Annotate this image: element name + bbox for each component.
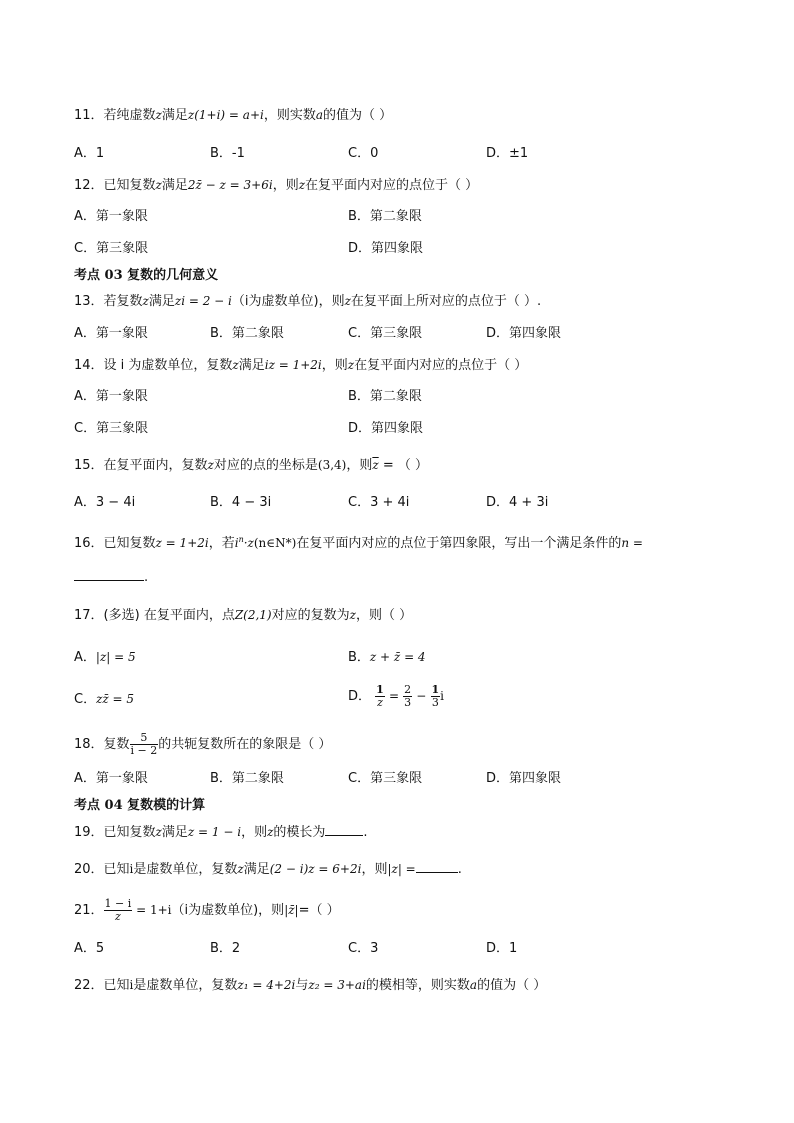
q11-option-b[interactable]: B．-1 (210, 146, 245, 161)
q14-option-c[interactable]: C．第三象限 (74, 421, 149, 436)
question-20: 20．已知i是虚数单位，复数z满足(2 − i)z = 6+2i，则|z| = . (74, 862, 462, 877)
question-19: 19．已知复数z满足z = 1 − i，则z的模长为 . (74, 825, 368, 840)
fraction-1-over-3: $\frac{1}{3}$ (431, 683, 440, 709)
q15-option-c[interactable]: C．3 + 4i (348, 495, 410, 510)
fraction-5-over-i-minus-2: $\frac{5}{i - 2}$ (130, 731, 158, 757)
q12-option-a[interactable]: A．第一象限 (74, 209, 148, 224)
section-heading-03: 考点 03 复数的几何意义 (74, 268, 219, 283)
q16-answer-blank[interactable]: . (74, 568, 148, 587)
q11-option-d[interactable]: D．±1 (486, 146, 529, 161)
q13-option-a[interactable]: A．第一象限 (74, 326, 148, 341)
q20-answer-blank[interactable] (416, 860, 458, 873)
q18-option-d[interactable]: D．第四象限 (486, 771, 562, 786)
question-21: 21． $\frac{1 - i}{z}$ = 1+i（i为虚数单位)，则|z̄|=（ ） (74, 897, 340, 923)
q12-option-d[interactable]: D．第四象限 (348, 241, 424, 256)
q17-option-d[interactable]: D． $\frac{1}{z}$ = $\frac{2}{3}$ − $\frac{1}{3}$ i (348, 683, 444, 709)
q15-option-b[interactable]: B．4 − 3i (210, 495, 272, 510)
question-12: 12．已知复数z满足2z̄ − z = 3+6i，则z在复平面内对应的点位于（ ） (74, 178, 479, 193)
fraction-1-over-z: $\frac{1}{z}$ (376, 683, 384, 709)
q13-option-d[interactable]: D．第四象限 (486, 326, 562, 341)
q18-option-b[interactable]: B．第二象限 (210, 771, 284, 786)
q21-option-a[interactable]: A．5 (74, 941, 105, 956)
q19-answer-blank[interactable] (325, 823, 363, 836)
question-16: 16．已知复数z = 1+2i，若$i^n\cdot z(n\in N*)$在复平面内对应的点位于第四象限，写出一个满足条件的n = (74, 535, 643, 551)
fraction-1-minus-i-over-z: $\frac{1 - i}{z}$ (104, 897, 132, 923)
q11-option-a[interactable]: A．1 (74, 146, 105, 161)
q12-option-b[interactable]: B．第二象限 (348, 209, 422, 224)
question-18: 18．复数 $\frac{5}{i - 2}$ 的共轭复数所在的象限是（ ） (74, 731, 332, 757)
fraction-2-over-3: $\frac{2}{3}$ (404, 683, 412, 709)
question-11: 11．若纯虚数z满足z(1+i) = a+i，则实数a的值为（ ） (74, 108, 393, 123)
question-22: 22．已知i是虚数单位，复数z₁ = 4+2i与z₂ = 3+ai的模相等，则实数a的值为（ ） (74, 978, 547, 993)
q13-option-b[interactable]: B．第二象限 (210, 326, 284, 341)
q14-option-a[interactable]: A．第一象限 (74, 389, 148, 404)
section-heading-04: 考点 04 复数模的计算 (74, 798, 206, 813)
q13-option-c[interactable]: C．第三象限 (348, 326, 423, 341)
question-13: 13．若复数z满足zi = 2 − i（i为虚数单位)，则z在复平面上所对应的点位于（ ）. (74, 294, 542, 309)
q15-option-a[interactable]: A．3 − 4i (74, 495, 136, 510)
q17-option-a[interactable]: A．|z| = 5 (74, 650, 136, 665)
q12-option-c[interactable]: C．第三象限 (74, 241, 149, 256)
question-15: 15．在复平面内，复数z对应的点的坐标是(3,4)，则$\overline{z}$ = （ ） (74, 458, 428, 473)
q21-option-d[interactable]: D．1 (486, 941, 518, 956)
q15-option-d[interactable]: D．4 + 3i (486, 495, 549, 510)
q21-option-b[interactable]: B．2 (210, 941, 241, 956)
question-14: 14．设 i 为虚数单位，复数z满足iz = 1+2i，则z在复平面内对应的点位于（ ） (74, 358, 528, 373)
q21-option-c[interactable]: C．3 (348, 941, 379, 956)
q17-option-c[interactable]: C．zz̄ = 5 (74, 692, 135, 707)
question-17: 17．(多选) 在复平面内，点Z(2,1)对应的复数为z，则（ ） (74, 608, 413, 623)
q18-option-a[interactable]: A．第一象限 (74, 771, 148, 786)
q17-option-b[interactable]: B．z + z̄ = 4 (348, 650, 426, 665)
q11-option-c[interactable]: C．0 (348, 146, 379, 161)
q14-option-b[interactable]: B．第二象限 (348, 389, 422, 404)
q18-option-c[interactable]: C．第三象限 (348, 771, 423, 786)
q14-option-d[interactable]: D．第四象限 (348, 421, 424, 436)
